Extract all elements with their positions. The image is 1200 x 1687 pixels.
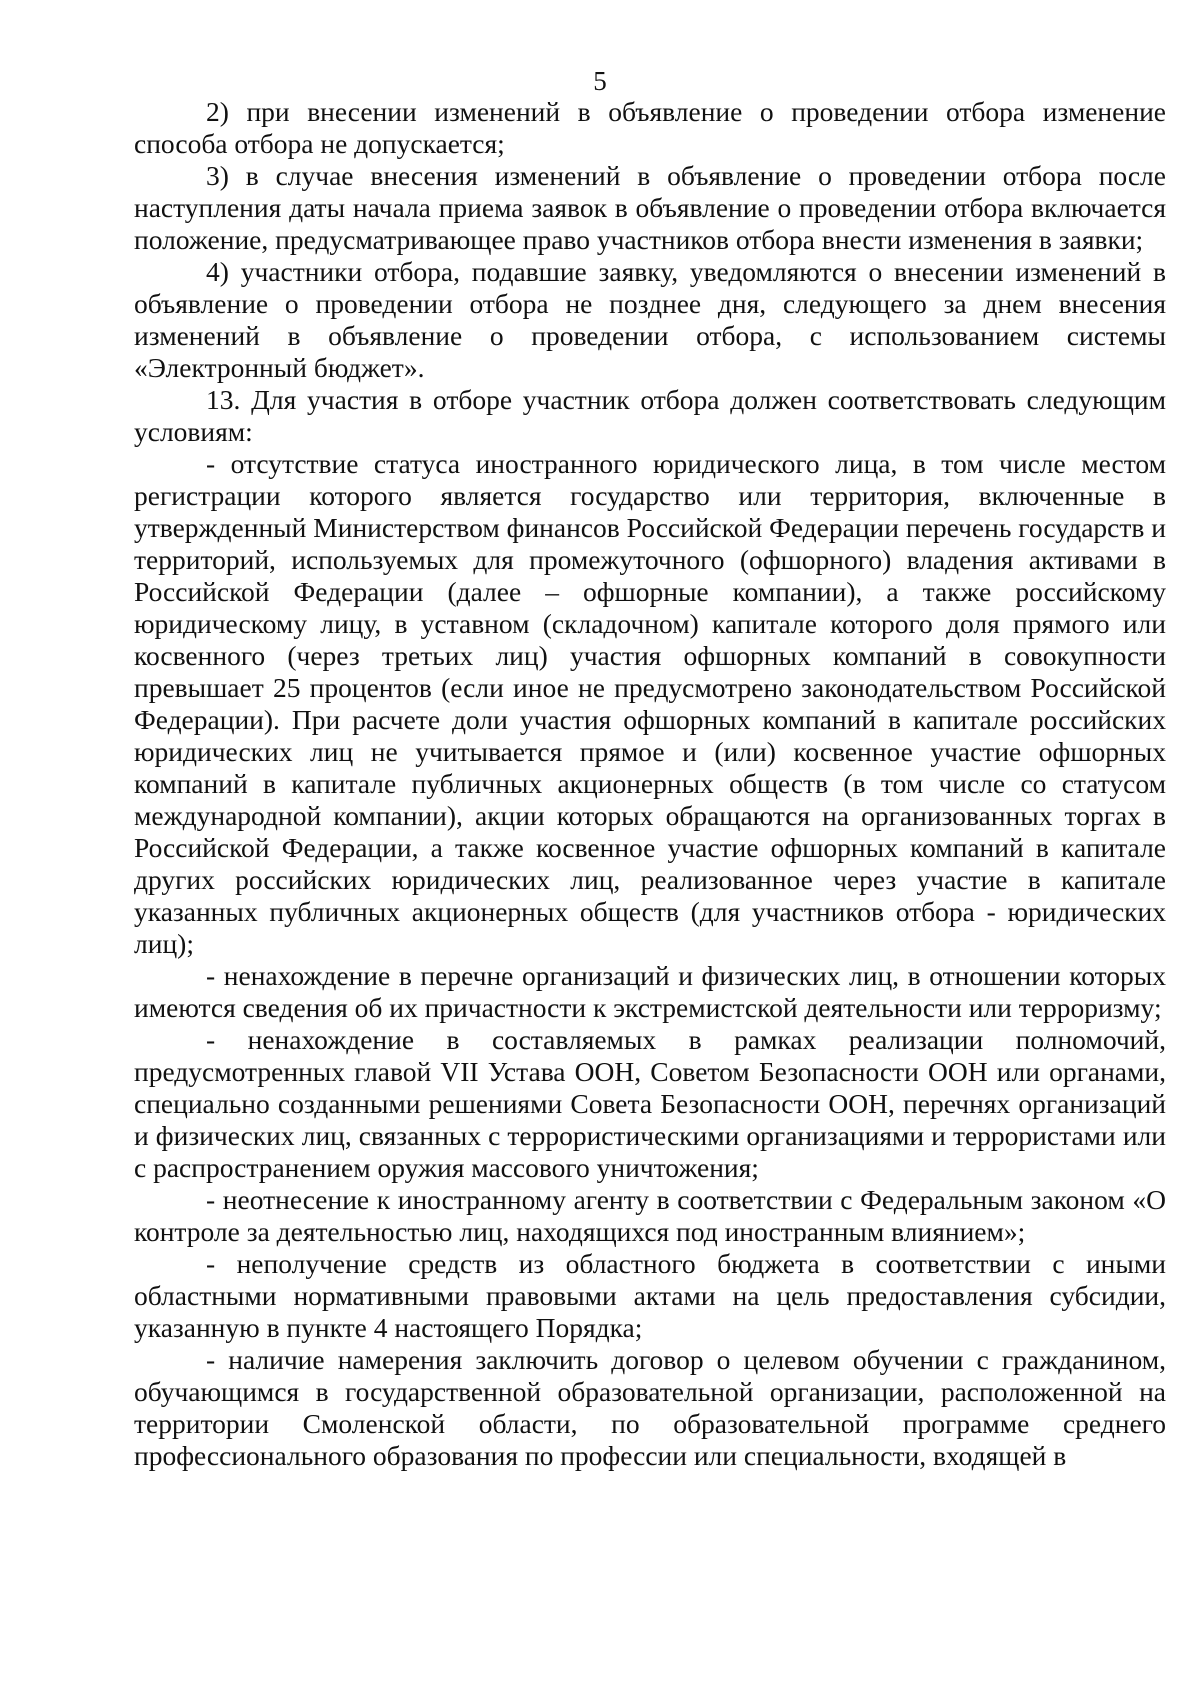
paragraph-foreign-agent-condition: - неотнесение к иностранному агенту в соответствии с Федеральным законом «О контроле за деятельностью лиц, находящихся под иностранным влиянием»; bbox=[134, 1184, 1166, 1247]
paragraph-item-2: 2) при внесении изменений в объявление о проведении отбора изменение способа отбора не допускается; bbox=[134, 96, 1166, 159]
paragraph-section-13: 13. Для участия в отборе участник отбора должен соответствовать следующим условиям: bbox=[134, 384, 1166, 447]
paragraph-budget-funds-condition: - неполучение средств из областного бюджета в соответствии с иными областными нормативными правовыми актами на цель предоставления субсидии, указанную в пункте 4 настоящего Порядка; bbox=[134, 1248, 1166, 1343]
paragraph-offshore-condition: - отсутствие статуса иностранного юридического лица, в том числе местом регистрации которого является государство или территория, включенные в утвержденный Министерством финансов Российской Федерации перечень государств и территорий, используемых для промежуточного (офшорного) владения активами в Российской Федерации (далее – офшорные компании), а также российскому юридическому лицу, в уставном (складочном) капитале которого доля прямого или косвенного (через третьих лиц) участия офшорных компаний в совокупности превышает 25 процентов (если иное не предусмотрено законодательством Российской Федерации). При расчете доли участия офшорных компаний в капитале российских юридических лиц не учитывается прямое и (или) косвенное участие офшорных компаний в капитале публичных акционерных обществ (в том числе со статусом международной компании), акции которых обращаются на организованных торгах в Российской Федерации, а также косвенное участие офшорных компаний в капитале других российских юридических лиц, реализованное через участие в капитале указанных публичных акционерных обществ (для участников отбора - юридических лиц); bbox=[134, 448, 1166, 959]
paragraph-extremism-condition: - ненахождение в перечне организаций и физических лиц, в отношении которых имеются сведения об их причастности к экстремистской деятельности или терроризму; bbox=[134, 960, 1166, 1023]
paragraph-un-lists-condition: - ненахождение в составляемых в рамках реализации полномочий, предусмотренных главой VII Устава ООН, Советом Безопасности ООН или органами, специально созданными решениями Совета Безопасности ООН, перечнях организаций и физических лиц, связанных с террористическими организациями и террористами или с распространением оружия массового уничтожения; bbox=[134, 1024, 1166, 1183]
paragraph-target-training-condition: - наличие намерения заключить договор о целевом обучении с гражданином, обучающимся в государственной образовательной организации, расположенной на территории Смоленской области, по образовательной программе среднего профессионального образования по профессии или специальности, входящей в bbox=[134, 1344, 1166, 1471]
page-number: 5 bbox=[593, 66, 607, 96]
document-body bbox=[134, 96, 1166, 1472]
paragraph-item-4: 4) участники отбора, подавшие заявку, уведомляются о внесении изменений в объявление о проведении отбора не позднее дня, следующего за днем внесения изменений в объявление о проведении отбора, с использованием системы «Электронный бюджет». bbox=[134, 256, 1166, 383]
paragraph-item-3: 3) в случае внесения изменений в объявление о проведении отбора после наступления даты начала приема заявок в объявление о проведении отбора включается положение, предусматривающее право участников отбора внести изменения в заявки; bbox=[134, 160, 1166, 255]
